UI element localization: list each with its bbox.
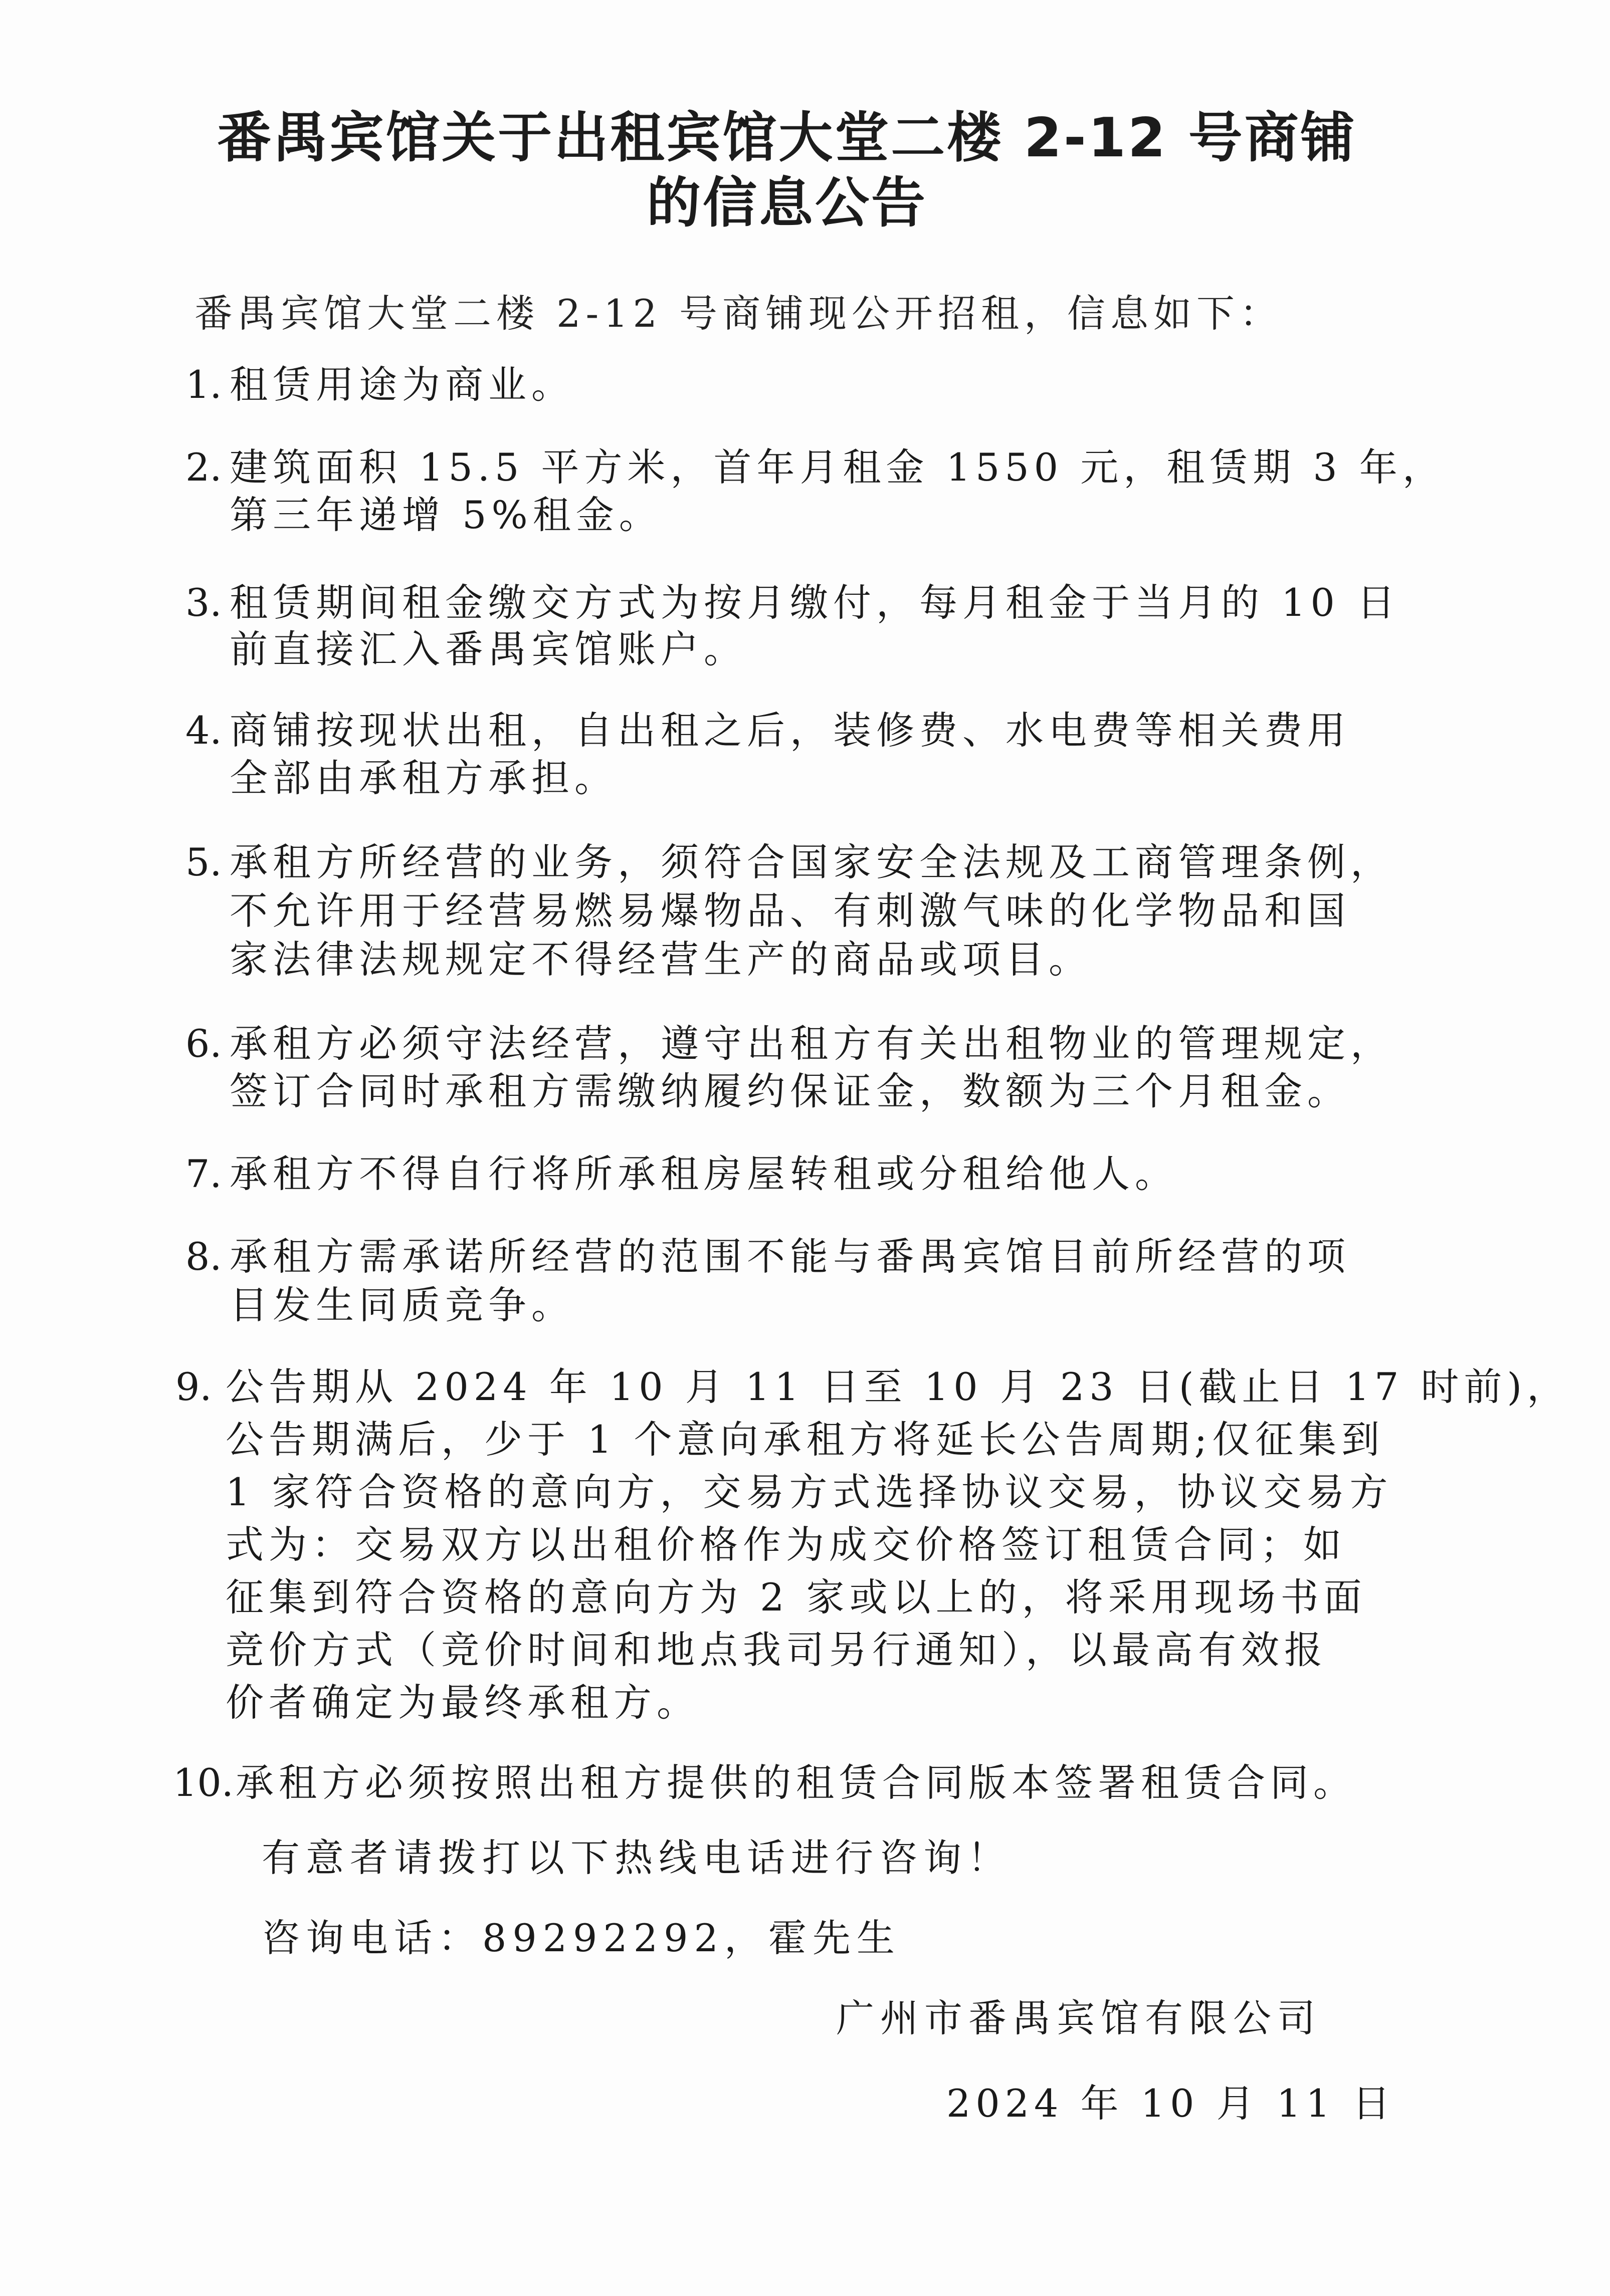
list-item-number: 5. [185, 840, 222, 884]
list-item-line: 式为：交易双方以出租价格作为成交价格签订租赁合同；如 [226, 1522, 1346, 1567]
document-date: 2024 年 10 月 11 日 [946, 2081, 1395, 2126]
list-item-line: 全部由承租方承担。 [230, 756, 618, 800]
list-item-line: 家法律法规规定不得经营生产的商品或项目。 [230, 937, 1092, 982]
list-item-number: 1. [185, 362, 222, 407]
intro-paragraph: 番禺宾馆大堂二楼 2-12 号商铺现公开招租，信息如下： [194, 291, 1283, 336]
document-title-line-2: 的信息公告 [646, 172, 927, 235]
list-item-line: 不允许用于经营易燃易爆物品、有刺激气味的化学物品和国 [230, 888, 1350, 933]
list-item-line: 商铺按现状出租，自出租之后，装修费、水电费等相关费用 [230, 708, 1350, 753]
contact-phone: 咨询电话：89292292，霍先生 [262, 1916, 901, 1960]
list-item-line: 承租方需承诺所经营的范围不能与番禺宾馆目前所经营的项 [230, 1234, 1350, 1279]
list-item-number: 4. [185, 708, 222, 753]
list-item-number: 3. [185, 580, 222, 625]
list-item-line: 租赁用途为商业。 [230, 362, 574, 407]
document-title-line-1: 番禺宾馆关于出租宾馆大堂二楼 2-12 号商铺 [217, 107, 1357, 169]
list-item-line: 第三年递增 5%租金。 [230, 493, 662, 537]
list-item-number: 6. [185, 1021, 222, 1066]
list-item-line: 目发生同质竞争。 [230, 1283, 574, 1327]
list-item-line: 承租方必须守法经营，遵守出租方有关出租物业的管理规定， [230, 1021, 1393, 1066]
list-item-line: 承租方必须按照出租方提供的租赁合同版本签署租赁合同。 [236, 1760, 1356, 1805]
list-item-number: 7. [185, 1152, 222, 1196]
list-item-line: 承租方不得自行将所承租房屋转租或分租给他人。 [230, 1152, 1178, 1196]
list-item-line: 征集到符合资格的意向方为 2 家或以上的，将采用现场书面 [226, 1575, 1367, 1620]
list-item-line: 公告期从 2024 年 10 月 11 日至 10 月 23 日(截止日 17 时前)， [226, 1364, 1570, 1409]
signer-company: 广州市番禺宾馆有限公司 [836, 1996, 1321, 2040]
contact-prompt: 有意者请拨打以下热线电话进行咨询！ [262, 1835, 1012, 1880]
list-item-line: 竞价方式（竞价时间和地点我司另行通知），以最高有效报 [226, 1628, 1327, 1672]
list-item-line: 签订合同时承租方需缴纳履约保证金，数额为三个月租金。 [230, 1069, 1350, 1113]
list-item-line: 1 家符合资格的意向方，交易方式选择协议交易，协议交易方 [226, 1470, 1393, 1514]
list-item-line: 建筑面积 15.5 平方米，首年月租金 1550 元，租赁期 3 年， [230, 445, 1446, 490]
list-item-number: 9. [175, 1364, 212, 1409]
list-item-line: 承租方所经营的业务，须符合国家安全法规及工商管理条例， [230, 840, 1393, 884]
list-item-line: 前直接汇入番禺宾馆账户。 [230, 627, 747, 671]
list-item-line: 公告期满后，少于 1 个意向承租方将延长公告周期;仅征集到 [226, 1417, 1385, 1462]
list-item-number: 2. [185, 445, 222, 490]
list-item-line: 价者确定为最终承租方。 [226, 1680, 700, 1725]
list-item-number: 10. [173, 1760, 234, 1805]
list-item-line: 租赁期间租金缴交方式为按月缴付，每月租金于当月的 10 日 [230, 580, 1400, 625]
list-item-number: 8. [185, 1234, 222, 1279]
